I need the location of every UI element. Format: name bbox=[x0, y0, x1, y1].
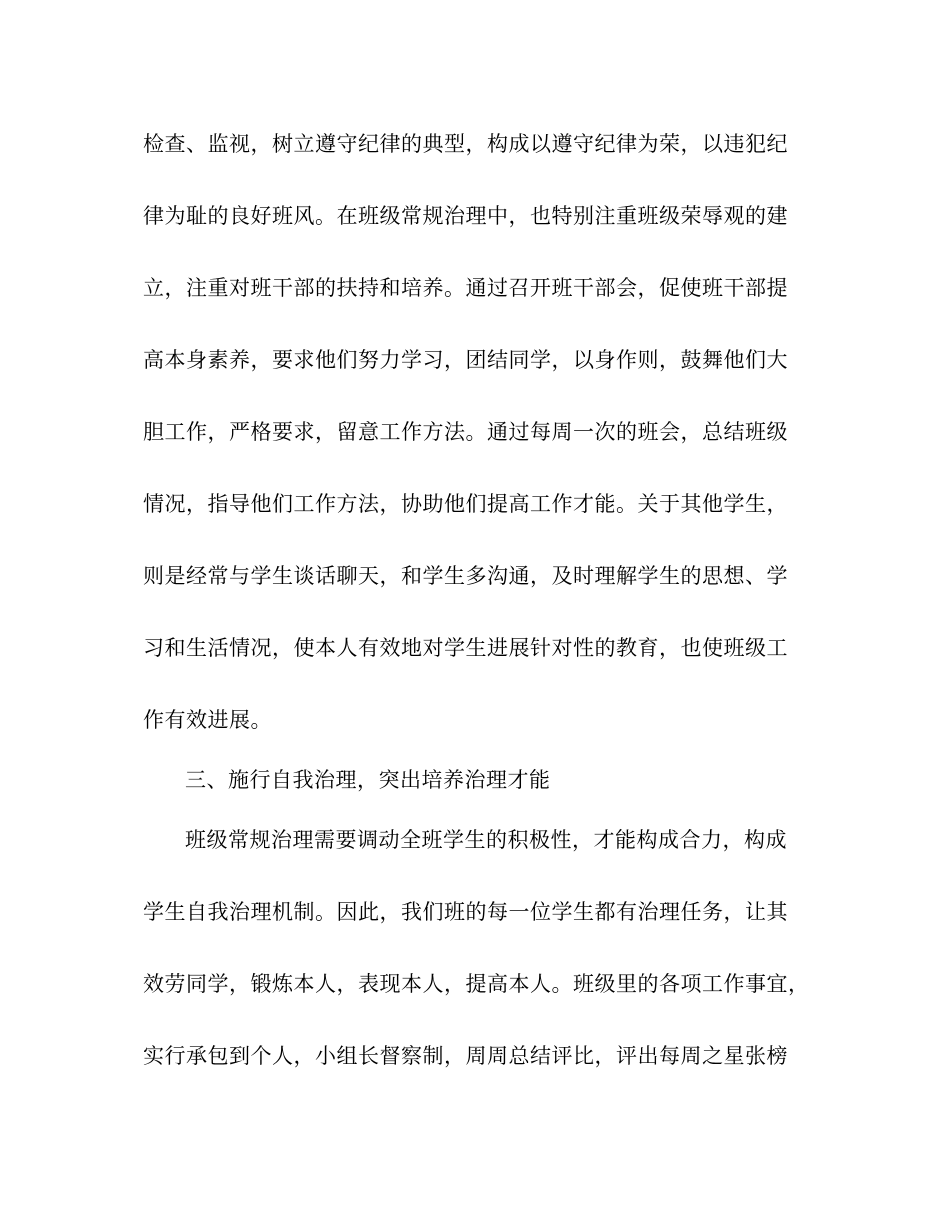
section-heading: 三、施行自我治理，突出培养治理才能 bbox=[185, 768, 551, 792]
paragraph-line-3: 立，注重对班干部的扶持和培养。通过召开班干部会，促使班干部提 bbox=[143, 276, 788, 300]
paragraph-line-11: 班级常规治理需要调动全班学生的积极性，才能构成合力，构成 bbox=[185, 828, 787, 852]
paragraph-line-13: 效劳同学，锻炼本人，表现本人，提高本人。班级里的各项工作事宜， bbox=[143, 972, 810, 996]
paragraph-line-8: 习和生活情况，使本人有效地对学生进展针对性的教育，也使班级工 bbox=[143, 636, 788, 660]
paragraph-line-7: 则是经常与学生谈话聊天，和学生多沟通，及时理解学生的思想、学 bbox=[143, 564, 788, 588]
document-body bbox=[143, 124, 808, 1108]
paragraph-line-1: 检查、监视，树立遵守纪律的典型，构成以遵守纪律为荣，以违犯纪 bbox=[143, 132, 788, 156]
paragraph-line-5: 胆工作，严格要求，留意工作方法。通过每周一次的班会，总结班级 bbox=[143, 420, 788, 444]
paragraph-line-6: 情况，指导他们工作方法，协助他们提高工作才能。关于其他学生， bbox=[143, 492, 788, 516]
paragraph-line-4: 高本身素养，要求他们努力学习，团结同学，以身作则，鼓舞他们大 bbox=[143, 348, 788, 372]
paragraph-line-12: 学生自我治理机制。因此，我们班的每一位学生都有治理任务，让其 bbox=[143, 900, 788, 924]
paragraph-line-2: 律为耻的良好班风。在班级常规治理中，也特别注重班级荣辱观的建 bbox=[143, 204, 788, 228]
paragraph-line-9: 作有效进展。 bbox=[143, 708, 272, 732]
paragraph-line-14: 实行承包到个人，小组长督察制，周周总结评比，评出每周之星张榜 bbox=[143, 1044, 788, 1068]
